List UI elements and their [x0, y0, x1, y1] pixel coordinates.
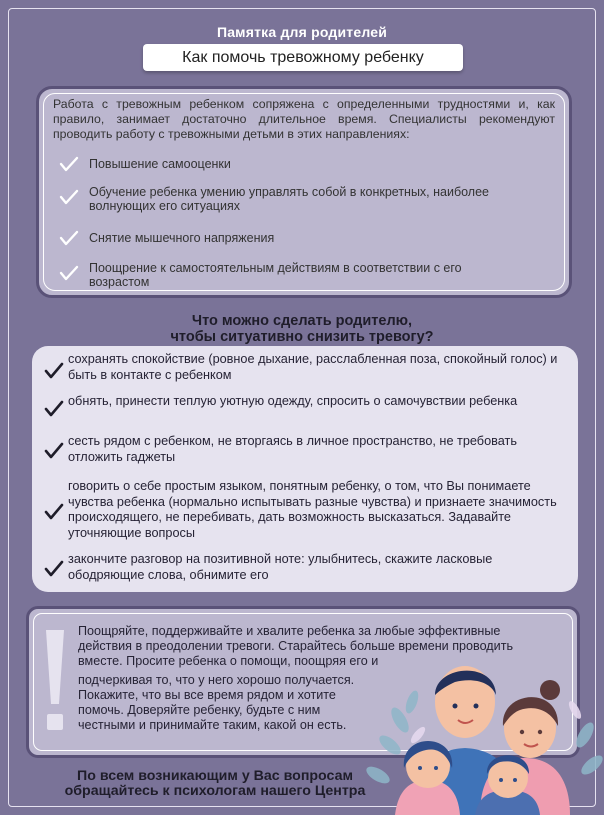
exclamation-icon — [42, 628, 68, 732]
check-icon — [59, 229, 79, 247]
check-icon — [44, 400, 64, 418]
directions-panel — [36, 86, 572, 298]
advice-line: вместе. Просите ребенка о помощи, поощряя его и — [78, 654, 379, 669]
direction-item — [89, 231, 509, 245]
check-icon — [59, 155, 79, 173]
tip-text: обнять, принести теплую уютную одежду, спросить о самочувствии ребенка — [68, 394, 518, 408]
direction-item — [89, 185, 509, 213]
advice-line: Поощряйте, поддерживайте и хвалите ребенка за любые эффективные — [78, 624, 501, 638]
check-icon — [59, 264, 79, 282]
advice-line: действия в преодолении тревоги. Старайтесь больше времени проводить — [78, 639, 514, 654]
tip-item — [68, 552, 568, 583]
check-icon — [44, 503, 64, 521]
tip-text: сохранять спокойствие (ровное дыхание, расслабленная поза, спокойный голос) и быть в контакте с ребенком — [68, 352, 558, 382]
advice-line: помочь. Доверяйте ребенку, будьте с ним — [78, 703, 321, 718]
check-icon — [59, 188, 79, 206]
footer-contact — [30, 769, 400, 799]
tip-text: сесть рядом с ребенком, не вторгаясь в личное пространство, не требовать отложить гаджеты — [68, 434, 517, 464]
direction-label: Обучение ребенка умению управлять собой в конкретных, наиболее волнующих его ситуациях — [89, 185, 489, 213]
page-subtitle: Памятка для родителей — [216, 24, 388, 40]
tip-item — [68, 394, 568, 410]
tip-text: закончите разговор на позитивной ноте: улыбнитесь, скажите ласковые ободряющие слова, обнимите его — [68, 552, 493, 582]
tips-panel — [32, 346, 578, 592]
page-title: Как помочь тревожному ребенку — [143, 44, 463, 71]
direction-label: Повышение самооценки — [89, 157, 231, 171]
tip-item — [68, 434, 568, 465]
intro-text: Работа с тревожным ребенком сопряжена с определенными трудностями и, как правило, занимает достаточно длительное время. Специалисты рекомендуют проводить работу с тревожными детьми в этих направлениях: — [53, 97, 555, 141]
tip-text: говорить о себе простым языком, понятным ребенку, о том, что Вы понимаете чувства ребенка (нормально испытывать разные чувства) и признаете значимость происходящего, не перебивать, дать возможность высказаться. Задавайте уточняющие вопросы — [68, 479, 557, 540]
direction-label: Поощрение к самостоятельным действиям в соответствии с его возрастом — [89, 261, 462, 289]
direction-label: Снятие мышечного напряжения — [89, 231, 275, 245]
advice-line: подчеркивая то, что у него хорошо получается. — [78, 672, 355, 687]
direction-item — [89, 157, 509, 171]
footer-line: обращайтесь к психологам нашего Центра — [64, 783, 366, 799]
advice-line: Покажите, что вы все время рядом и хотите — [78, 687, 336, 702]
check-icon — [44, 442, 64, 460]
question-line: Что можно сделать родителю, — [191, 313, 413, 329]
direction-item — [89, 261, 509, 289]
tip-item — [68, 352, 568, 383]
footer-line: По всем возникающим у Вас вопросам — [77, 768, 353, 784]
question-heading — [0, 313, 604, 345]
tip-item — [68, 479, 568, 541]
check-icon — [44, 560, 64, 578]
advice-line: честными и принимайте таким, какой он есть. — [78, 718, 347, 733]
question-line: чтобы ситуативно снизить тревогу? — [170, 329, 434, 345]
check-icon — [44, 362, 64, 380]
